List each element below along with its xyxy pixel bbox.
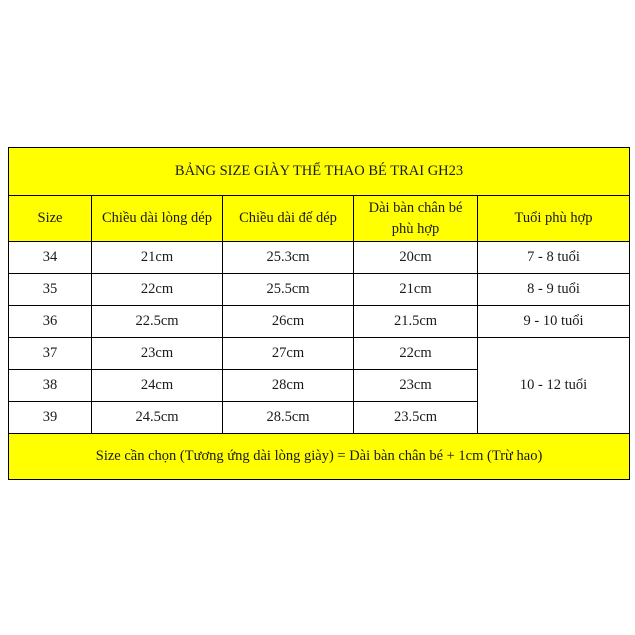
table-row [9,306,630,338]
cell-size: 34 [9,242,92,274]
header-sole-length: Chiều dài lòng dép [92,196,223,242]
header-age: Tuổi phù hợp [478,196,630,242]
cell-age: 9 - 10 tuổi [478,306,630,338]
header-foot-length: Dài bàn chân bé phù hợp [354,196,478,242]
size-chart [8,147,629,480]
footer-note: Size cần chọn (Tương ứng dài lòng giày) = Dài bàn chân bé + 1cm (Trừ hao) [9,434,630,480]
footer-row [9,434,630,480]
cell-size: 37 [9,338,92,370]
cell-foot-length: 23.5cm [354,402,478,434]
cell-age: 8 - 9 tuổi [478,274,630,306]
cell-shoe-length: 28.5cm [223,402,354,434]
cell-sole-length: 23cm [92,338,223,370]
cell-size: 38 [9,370,92,402]
table-row [9,242,630,274]
table-row [9,338,630,370]
cell-age-merged: 10 - 12 tuổi [478,338,630,434]
cell-age: 7 - 8 tuổi [478,242,630,274]
header-row [9,196,630,242]
cell-sole-length: 22.5cm [92,306,223,338]
size-table [8,147,630,480]
cell-foot-length: 21.5cm [354,306,478,338]
header-shoe-length: Chiều dài đế dép [223,196,354,242]
cell-shoe-length: 28cm [223,370,354,402]
cell-size: 35 [9,274,92,306]
cell-foot-length: 22cm [354,338,478,370]
cell-shoe-length: 26cm [223,306,354,338]
cell-shoe-length: 27cm [223,338,354,370]
cell-foot-length: 23cm [354,370,478,402]
cell-sole-length: 22cm [92,274,223,306]
header-size: Size [9,196,92,242]
cell-foot-length: 21cm [354,274,478,306]
cell-size: 36 [9,306,92,338]
cell-sole-length: 21cm [92,242,223,274]
cell-shoe-length: 25.3cm [223,242,354,274]
cell-sole-length: 24.5cm [92,402,223,434]
table-row [9,274,630,306]
cell-foot-length: 20cm [354,242,478,274]
cell-sole-length: 24cm [92,370,223,402]
table-title: BẢNG SIZE GIÀY THỂ THAO BÉ TRAI GH23 [9,148,630,196]
title-row [9,148,630,196]
cell-size: 39 [9,402,92,434]
cell-shoe-length: 25.5cm [223,274,354,306]
